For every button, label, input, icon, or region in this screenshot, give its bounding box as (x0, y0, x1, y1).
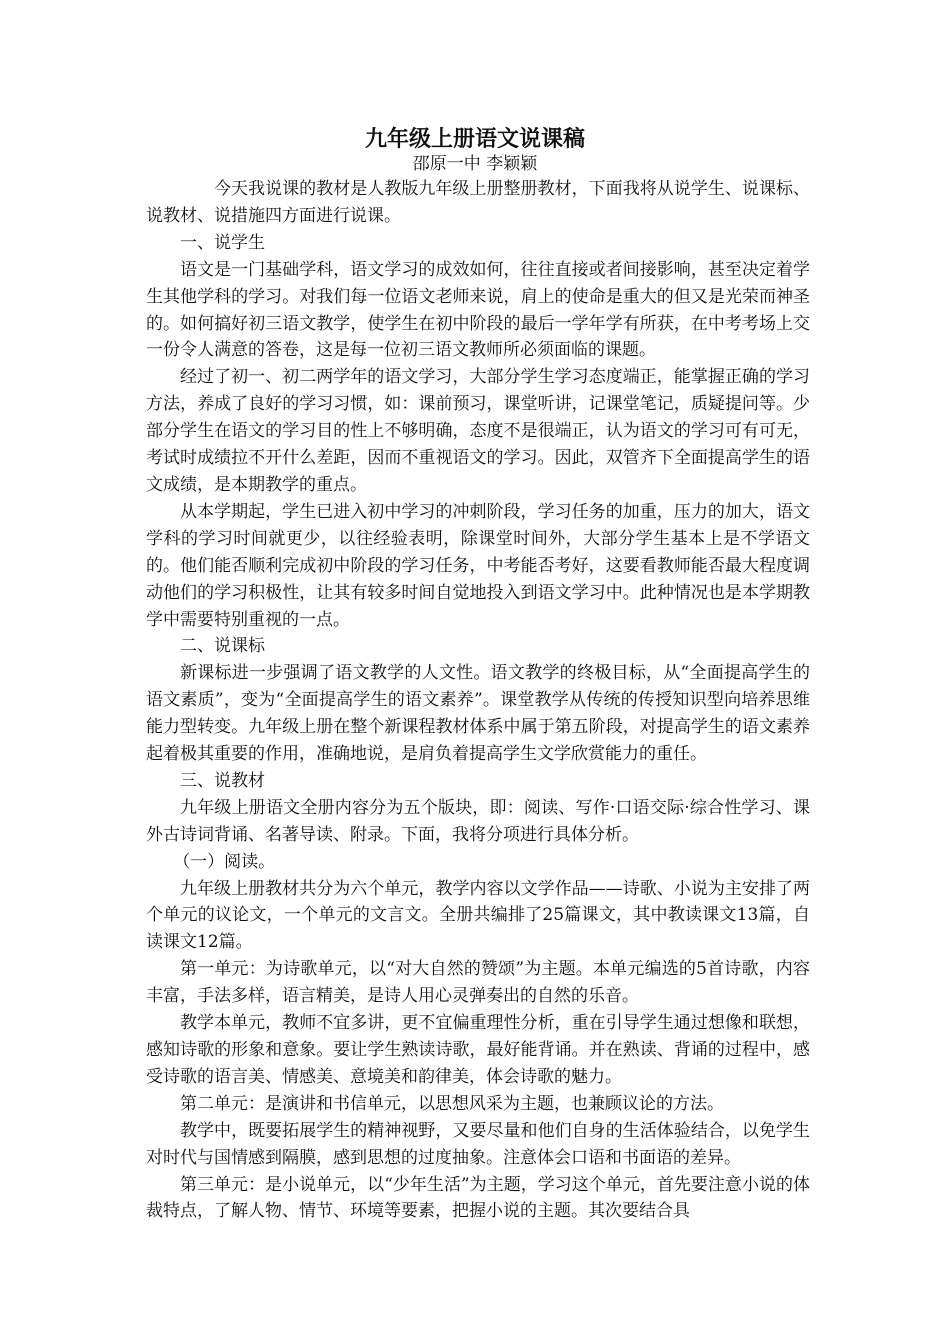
paragraph: 语文是一门基础学科，语文学习的成效如何，往往直接或者间接影响，甚至决定着学生其他学科的学习。对我们每一位语文老师来说，肩上的使命是重大的但又是光荣而神圣的。如何搞好初三语文教学，使学生在初中阶段的最后一学年学有所获，在中考考场上交一份令人满意的答卷，这是每一位初三语文教师所必须面临的课题。 (146, 259, 810, 361)
paragraph: 新课标进一步强调了语文教学的人文性。语文教学的终极目标，从“全面提高学生的语文素质”，变为“全面提高学生的语文素养”。课堂教学从传统的传授知识型向培养思维能力型转变。九年级上册在整个新课程教材体系中属于第五阶段，对提高学生的语文素养起着极其重要的作用，准确地说，是肩负着提高学生文学欣赏能力的重任。 (146, 663, 810, 765)
paragraph: 教学中，既要拓展学生的精神视野，又要尽量和他们自身的生活体验结合，以免学生对时代与国情感到隔膜，感到思想的过度抽象。注意体会口语和书面语的差异。 (146, 1120, 810, 1168)
paragraph: 九年级上册教材共分为六个单元，教学内容以文学作品——诗歌、小说为主安排了两个单元的议论文，一个单元的文言文。全册共编排了25篇课文，其中教读课文13篇，自读课文12篇。 (146, 878, 810, 953)
paragraph: 第一单元：为诗歌单元，以“对大自然的赞颂”为主题。本单元编选的5首诗歌，内容丰富，手法多样，语言精美，是诗人用心灵弹奏出的自然的乐音。 (146, 959, 810, 1007)
document-body (146, 176, 810, 1225)
section-heading-textbook: 三、说教材 (180, 770, 265, 791)
paragraph: 九年级上册语文全册内容分为五个版块，即：阅读、写作·口语交际·综合性学习、课外古诗词背诵、名著导读、附录。下面，我将分项进行具体分析。 (146, 797, 810, 845)
paragraph: 第三单元：是小说单元，以“少年生活”为主题，学习这个单元，首先要注意小说的体裁特点，了解人物、情节、环境等要素，把握小说的主题。其次要结合具 (146, 1174, 810, 1222)
paragraph: 第二单元：是演讲和书信单元，以思想风采为主题，也兼顾议论的方法。 (180, 1093, 724, 1114)
intro-paragraph: 今天我说课的教材是人教版九年级上册整册教材，下面我将从说学生、说课标、说教材、说措施四方面进行说课。 (146, 179, 810, 226)
paragraph: 从本学期起，学生已进入初中学习的冲刺阶段，学习任务的加重，压力的加大，语文学科的学习时间就更少，以往经验表明，除课堂时间外，大部分学生基本上是不学语文的。他们能否顺利完成初中阶段的学习任务，中考能否考好，这要看教师能否最大程度调动他们的学习积极性，让其有较多时间自觉地投入到语文学习中。此种情况也是本学期教学中需要特别重视的一点。 (146, 501, 810, 630)
section-heading-curriculum: 二、说课标 (180, 636, 265, 657)
document-author: 邵原一中 李颖颖 (412, 154, 538, 174)
section-heading-students: 一、说学生 (180, 232, 265, 253)
paragraph: 经过了初一、初二两学年的语文学习，大部分学生学习态度端正，能掌握正确的学习方法，养成了良好的学习习惯，如：课前预习，课堂听讲，记课堂笔记，质疑提问等。少部分学生在语文的学习目的性上不够明确，态度不是很端正，认为语文的学习可有可无，考试时成绩拉不开什么差距，因而不重视语文的学习。因此，双管齐下全面提高学生的语文成绩，是本期教学的重点。 (146, 367, 810, 495)
document-title: 九年级上册语文说课稿 (364, 126, 585, 152)
paragraph: 教学本单元，教师不宜多讲，更不宜偏重理性分析，重在引导学生通过想像和联想，感知诗歌的形象和意象。要让学生熟读诗歌，最好能背诵。并在熟读、背诵的过程中，感受诗歌的语言美、情感美、意境美和韵律美，体会诗歌的魅力。 (146, 1013, 810, 1087)
subsection-heading-reading: （一）阅读。 (173, 851, 276, 872)
